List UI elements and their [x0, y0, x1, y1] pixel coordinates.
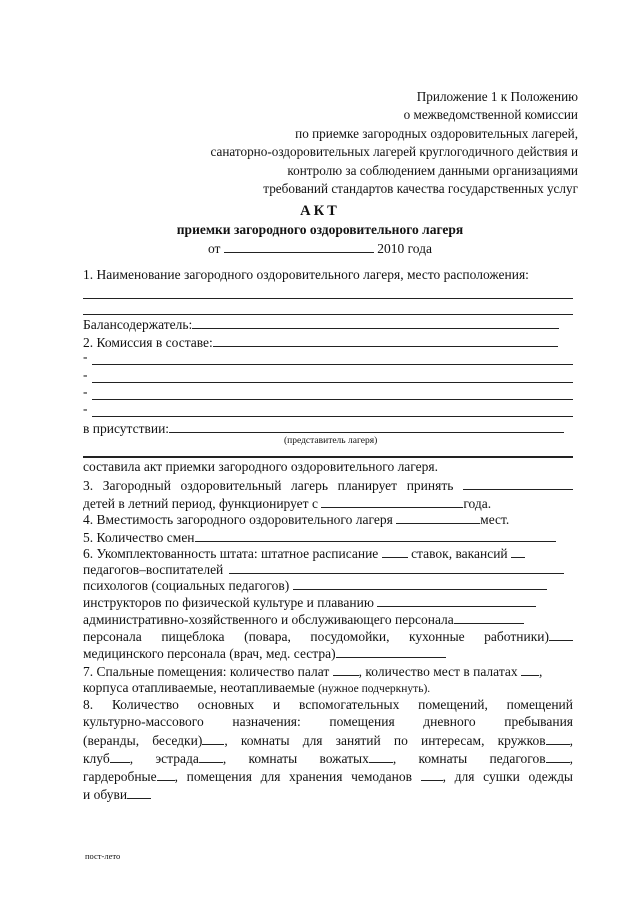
item-8-line-4: [83, 750, 573, 767]
presence-label: [83, 420, 564, 437]
composed-text: составила акт приемки загородного оздоровительного лагеря.: [83, 459, 438, 474]
item-5-line: [83, 529, 556, 546]
item-8-teachers-text: , комнаты педагогов: [392, 751, 546, 766]
item-6-text-b: ставок, вакансий: [411, 546, 508, 561]
annex-line-1: Приложение 1 к Положению: [416, 89, 578, 104]
presence-text: в присутствии:: [83, 421, 170, 436]
item-7-wards-blank: [333, 663, 359, 676]
medical-text: медицинского персонала (врач, мед. сестра): [83, 646, 336, 661]
instructors-line: [83, 594, 536, 611]
item-8-luggage-text: , помещения для хранения чемоданов: [174, 769, 412, 784]
item-8-line-1: 8. Количество основных и вспомогательных помещений, помещений: [83, 697, 573, 712]
item-6-rates-blank: [382, 545, 408, 558]
psychologists-blank: [293, 577, 547, 590]
item-8-shoes-text: и обуви: [83, 787, 128, 802]
item-8-counselors-text: , комнаты вожатых: [222, 751, 369, 766]
date-prefix: от: [207, 241, 221, 256]
item-3-period-blank: [321, 495, 463, 508]
item-7-line-1: [83, 663, 542, 680]
item-7-line-2: [83, 680, 430, 696]
item-5-text: 5. Количество смен: [83, 530, 195, 545]
item-8-club-blank: [110, 750, 130, 763]
item-6-line: [83, 545, 525, 562]
dash: -: [83, 401, 88, 416]
act-date-line: [0, 240, 640, 257]
act-title: АКТ: [300, 203, 340, 219]
item-8-wardrobe-text: гардеробные: [83, 769, 157, 784]
item-1-blank-1: [83, 298, 573, 299]
item-8-line-5: [83, 768, 573, 785]
item-5-blank: [195, 529, 556, 542]
act-subtitle: приемки загородного оздоровительного лагеря: [176, 222, 464, 237]
item-7-note: (нужное подчеркнуть).: [318, 683, 431, 695]
item-8-comma: ,: [569, 751, 574, 766]
item-8-drying-text: , для сушки одежды: [442, 769, 574, 784]
commission-member-2: [83, 367, 88, 383]
item-1-label: 1. Наименование загородного оздоровительного лагеря, место расположения:: [83, 267, 529, 282]
presence-blank: [169, 420, 564, 433]
item-8-clubs-text: , комнаты для занятий по интересам, кружков: [224, 733, 546, 748]
commission-blank: [213, 334, 558, 347]
item-7-text-b: , количество мест в палатах: [358, 664, 518, 679]
educators-text: педагогов–воспитателей: [83, 562, 224, 577]
item-3-line-2: [83, 495, 491, 512]
admin-staff-text: административно-хозяйственного и обслуживающего персонала: [83, 612, 454, 627]
educators-blank: [229, 561, 564, 574]
item-8-line-6: [83, 786, 151, 803]
annex-line-5: контролю за соблюдением данными организациями: [287, 162, 578, 178]
balance-holder-blank: [192, 316, 559, 329]
annex-line-4: санаторно-оздоровительных лагерей круглогодичного действия и: [210, 144, 578, 160]
item-7-buildings-text: корпуса отапливаемые, неотапливаемые: [83, 680, 315, 695]
item-8-verandas-blank: [202, 732, 224, 745]
item-8-verandas-text: (веранды, беседки): [83, 733, 203, 748]
divider-rule: [83, 456, 573, 458]
item-8-shoes-blank: [127, 786, 151, 799]
item-3-line-1: [83, 477, 573, 494]
item-8-teachers-blank: [546, 750, 570, 763]
annex-line-6: требований стандартов качества государственных услуг: [263, 181, 578, 197]
item-4-text: 4. Вместимость загородного оздоровительного лагеря: [83, 512, 393, 527]
item-3-text: 3. Загородный оздоровительный лагерь планирует принять: [83, 478, 454, 493]
presence-note: (представитель лагеря): [284, 436, 378, 446]
item-8-wardrobe-blank: [157, 768, 175, 781]
item-8-counselors-blank: [369, 750, 393, 763]
item-6-vacancies-blank: [511, 545, 525, 558]
footer-code: пост-лето: [85, 851, 121, 861]
psychologists-line: [83, 577, 547, 594]
date-blank: [224, 240, 374, 253]
item-3-children-blank: [463, 477, 573, 490]
educators-line: [83, 561, 564, 578]
item-8-line-3: [83, 732, 573, 749]
commission-text: 2. Комиссия в составе:: [83, 335, 213, 350]
item-3-period-text: детей в летний период, функционирует с: [83, 496, 318, 511]
commission-label: [83, 334, 558, 351]
item-8-luggage-blank: [421, 768, 443, 781]
item-4-suffix: мест.: [480, 512, 510, 527]
catering-line: [83, 628, 573, 645]
item-1-blank-2: [83, 314, 573, 315]
instructors-text: инструкторов по физической культуре и плаванию: [83, 595, 374, 610]
balance-holder-text: Балансодержатель:: [83, 317, 193, 332]
item-4-blank: [396, 511, 480, 524]
balance-holder-label: [83, 316, 559, 333]
item-7-text-a: 7. Спальные помещения: количество палат: [83, 664, 330, 679]
item-8-club-text: клуб: [83, 751, 110, 766]
instructors-blank: [377, 594, 536, 607]
admin-staff-line: [83, 611, 524, 628]
date-suffix: 2010 года: [377, 241, 433, 256]
annex-line-3: по приемке загородных оздоровительных лагерей,: [295, 125, 578, 141]
commission-member-3-blank: [92, 399, 573, 400]
item-8-comma: ,: [569, 733, 573, 748]
commission-member-1-blank: [92, 364, 573, 365]
commission-member-1: [83, 349, 88, 365]
dash: -: [83, 349, 88, 364]
item-4-line: [83, 511, 509, 528]
catering-blank: [549, 628, 573, 641]
dash: -: [83, 367, 88, 382]
item-7-places-blank: [521, 663, 539, 676]
item-8-line-2: культурно-массового назначения: помещения дневного пребывания: [83, 714, 573, 729]
catering-text: персонала пищеблока (повара, посудомойки, кухонные работники): [83, 629, 549, 644]
psychologists-text: психологов (социальных педагогов): [83, 578, 290, 593]
dash: -: [83, 384, 88, 399]
commission-member-3: [83, 384, 88, 400]
commission-member-4-blank: [92, 416, 573, 417]
item-8-clubs-blank: [546, 732, 570, 745]
item-7-comma: ,: [539, 664, 543, 679]
medical-line: [83, 645, 446, 662]
item-3-year-text: года.: [463, 496, 492, 511]
annex-line-2: о межведомственной комиссии: [403, 107, 578, 123]
annex-header: [118, 88, 578, 198]
commission-member-4: [83, 401, 88, 417]
item-6-text-a: 6. Укомплектованность штата: штатное расписание: [83, 546, 379, 561]
admin-staff-blank: [454, 611, 524, 624]
item-8-stage-text: , эстрада: [129, 751, 199, 766]
commission-member-2-blank: [92, 382, 573, 383]
medical-blank: [336, 645, 446, 658]
item-8-stage-blank: [199, 750, 223, 763]
